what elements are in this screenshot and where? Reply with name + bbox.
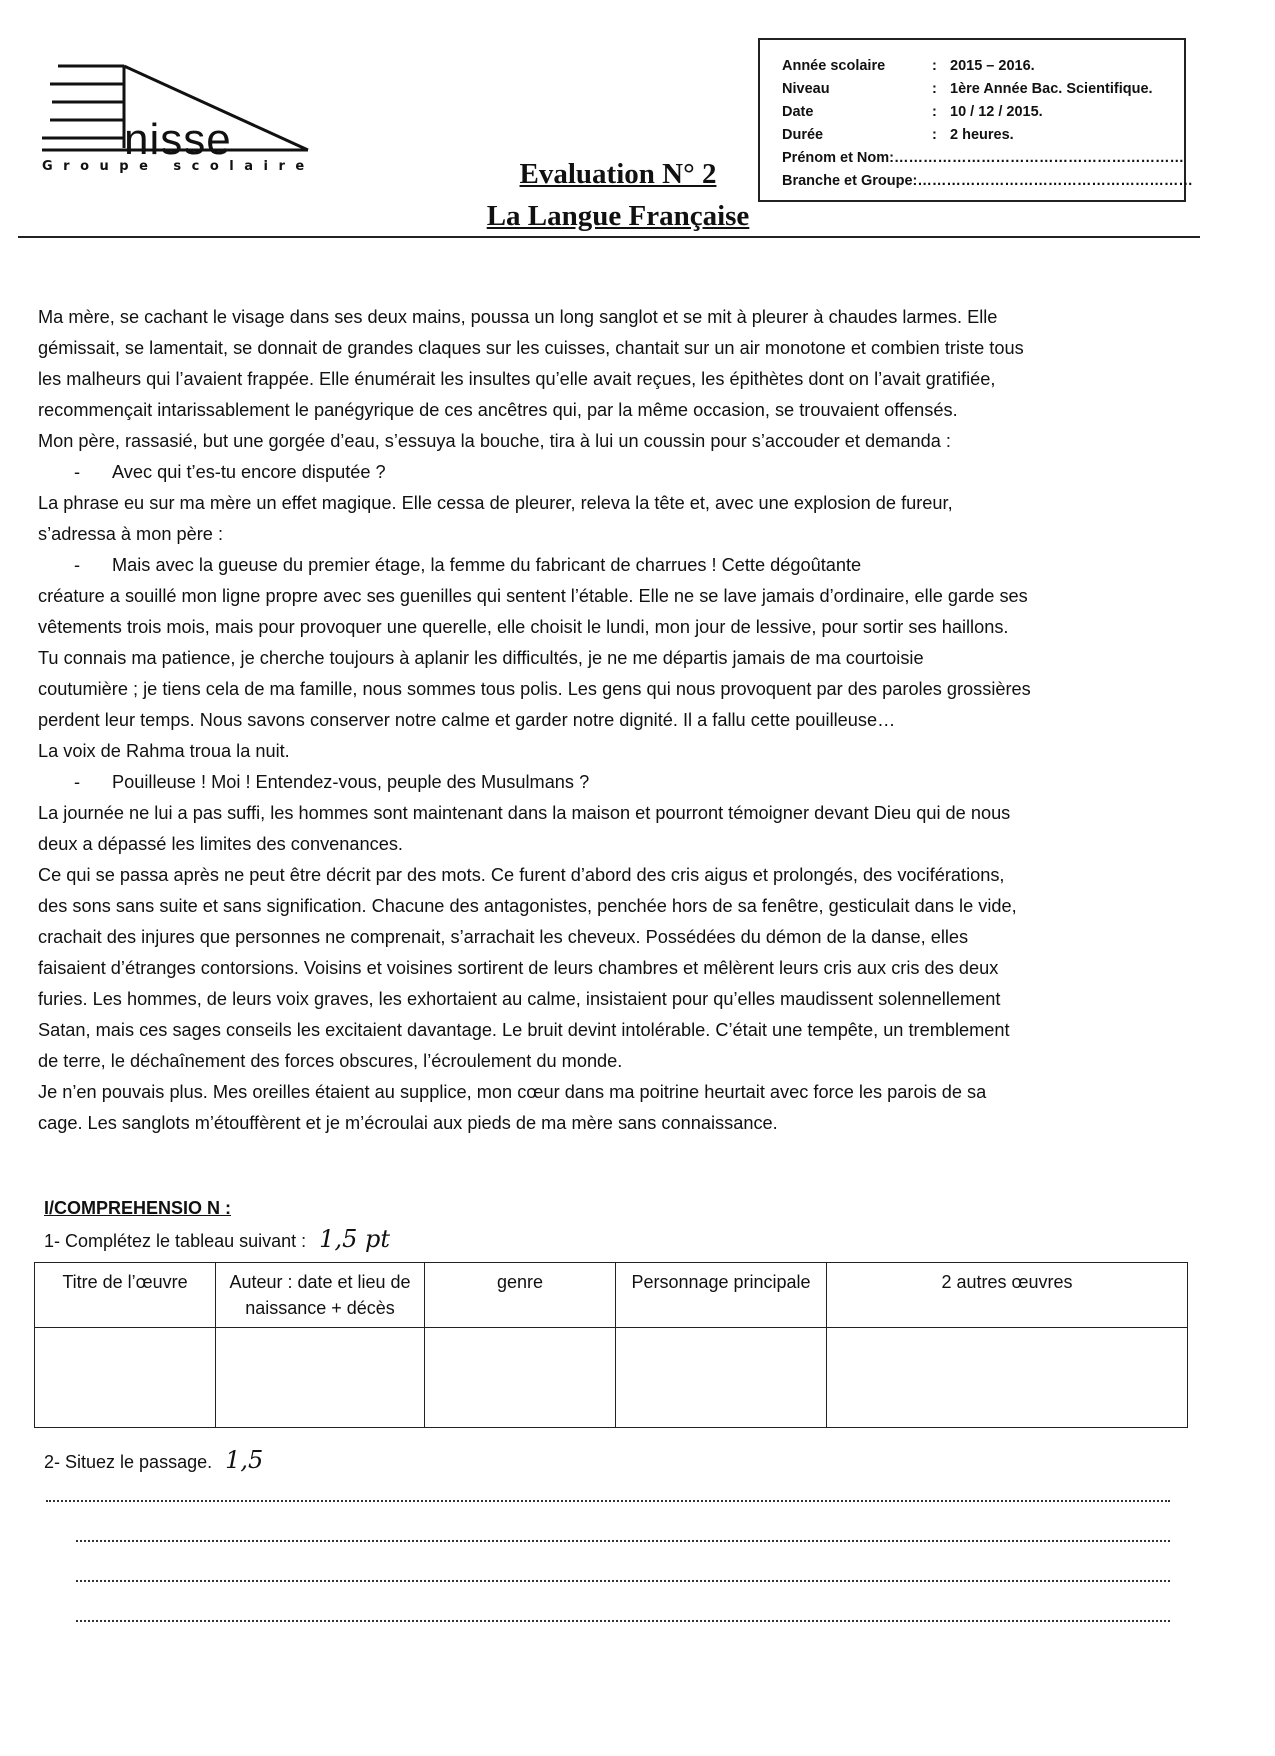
info-label: Date — [782, 103, 814, 120]
passage-line: Ce qui se passa après ne peut être décrit par des mots. Ce furent d’abord des cris aigus et prolongés, des vociférations, — [38, 865, 1005, 885]
dash-bullet: - — [74, 555, 81, 575]
logo-name: nisse — [124, 115, 232, 164]
table-header-row — [35, 1263, 1188, 1328]
dialogue-text: Pouilleuse ! Moi ! Entendez-vous, peuple des Musulmans ? — [112, 772, 590, 792]
answer-table — [34, 1262, 1188, 1428]
passage-line: Satan, mais ces sages conseils les excitaient davantage. Le bruit devint intolérable. C’était une tempête, un tremblement — [38, 1020, 1010, 1040]
passage-line: Je n’en pouvais plus. Mes oreilles étaient au supplice, mon cœur dans ma poitrine heurtait avec force les parois de sa — [38, 1082, 987, 1102]
table-cell-author[interactable] — [216, 1328, 425, 1428]
info-label: Niveau — [782, 80, 830, 97]
name-field[interactable]: …………………………………………………… — [894, 149, 1185, 166]
table-header: genre — [425, 1263, 616, 1328]
table-header: 2 autres œuvres — [827, 1263, 1188, 1328]
passage-line: Ma mère, se cachant le visage dans ses deux mains, poussa un long sanglot et se mit à pleurer à chaudes larmes. Elle — [38, 307, 998, 327]
passage-line: coutumière ; je tiens cela de ma famille, nous sommes tous polis. Les gens qui nous provoquent par des paroles grossières — [38, 679, 1031, 699]
table-cell-other-works[interactable] — [827, 1328, 1188, 1428]
question-1-points: 1,5 pt — [319, 1225, 390, 1253]
passage-line: La phrase eu sur ma mère un effet magique. Elle cessa de pleurer, releva la tête et, avec une explosion de fureur, — [38, 493, 953, 513]
passage-line: gémissait, se lamentait, se donnait de grandes claques sur les cuisses, chantait sur un air monotone et combien triste tous — [38, 338, 1024, 358]
table-header: Titre de l’œuvre — [35, 1263, 216, 1328]
info-row-name[interactable] — [782, 146, 1184, 169]
table-row[interactable] — [35, 1328, 1188, 1428]
passage-dialogue-line — [38, 550, 1198, 581]
info-row-duration — [782, 123, 1184, 146]
info-value: 10 / 12 / 2015. — [950, 103, 1043, 120]
passage-line: cage. Les sanglots m’étouffèrent et je m’écroulai aux pieds de ma mère sans connaissance. — [38, 1113, 778, 1133]
table-cell-title[interactable] — [35, 1328, 216, 1428]
answer-line[interactable] — [76, 1580, 1170, 1582]
info-row-level — [782, 77, 1184, 100]
info-value: 2015 – 2016. — [950, 57, 1035, 74]
passage-line: les malheurs qui l’avaient frappée. Elle énumérait les insultes qu’elle avait reçues, les épithètes dont on l’avait gratifiée, — [38, 369, 996, 389]
table-cell-genre[interactable] — [425, 1328, 616, 1428]
school-logo — [38, 56, 328, 176]
info-value: 2 heures. — [950, 126, 1014, 143]
passage-line: La journée ne lui a pas suffi, les hommes sont maintenant dans la maison et pourront témoigner devant Dieu qui de nous — [38, 803, 1011, 823]
question-2 — [44, 1446, 263, 1474]
page-subtitle: La Langue Française — [486, 200, 750, 232]
page-title: Evaluation N° 2 — [519, 158, 717, 190]
header-divider — [18, 236, 1200, 238]
info-sep: : — [932, 57, 937, 74]
passage-line: perdent leur temps. Nous savons conserver notre calme et garder notre dignité. Il a fallu cette pouilleuse… — [38, 710, 896, 730]
passage-line: s’adressa à mon père : — [38, 524, 224, 544]
info-sep: : — [932, 80, 937, 97]
info-sep: : — [932, 126, 937, 143]
table-cell-character[interactable] — [616, 1328, 827, 1428]
info-row-date — [782, 100, 1184, 123]
passage-line: des sons sans suite et sans signification. Chacune des antagonistes, penchée hors de sa fenêtre, gesticulait dans le vide, — [38, 896, 1017, 916]
dialogue-text: Avec qui t’es-tu encore disputée ? — [112, 462, 386, 482]
info-label: Prénom et Nom — [782, 149, 890, 166]
passage-line: recommençait intarissablement le panégyrique de ces ancêtres qui, par la même occasion, se trouvaient offensés. — [38, 400, 958, 420]
info-label: Durée — [782, 126, 824, 143]
passage-line: créature a souillé mon ligne propre avec ses guenilles qui sentent l’étable. Elle ne se lave jamais d’ordinaire, elle garde ses — [38, 586, 1028, 606]
logo-subtitle: Groupe scolaire — [42, 159, 315, 174]
passage-dialogue-line — [38, 767, 1198, 798]
question-2-points: 1,5 — [225, 1446, 264, 1474]
passage-line: faisaient d’étranges contorsions. Voisins et voisines sortirent de leurs chambres et mêlèrent leurs cris aux cris des deux — [38, 958, 999, 978]
dash-bullet: - — [74, 462, 81, 482]
passage-dialogue-line — [38, 457, 1198, 488]
passage-line: La voix de Rahma troua la nuit. — [38, 741, 290, 761]
info-value: 1ère Année Bac. Scientifique. — [950, 80, 1153, 97]
answer-line[interactable] — [76, 1620, 1170, 1622]
info-box — [758, 38, 1193, 202]
info-label: Année scolaire — [782, 57, 886, 74]
table-header: Auteur : date et lieu de naissance + décès — [216, 1263, 425, 1328]
table-header: Personnage principale — [616, 1263, 827, 1328]
passage-line: de terre, le déchaînement des forces obscures, l’écroulement du monde. — [38, 1051, 623, 1071]
question-1-text: 1- Complétez le tableau suivant : — [44, 1231, 307, 1251]
section-title-comprehension: I/COMPREHENSIO N : — [44, 1198, 232, 1218]
group-field[interactable]: ………………………………………………… — [917, 172, 1193, 189]
passage-line: Mon père, rassasié, but une gorgée d’eau, s’essuya la bouche, tira à lui un coussin pour s’accouder et demanda : — [38, 431, 951, 451]
answer-line[interactable] — [76, 1540, 1170, 1542]
passage-line: furies. Les hommes, de leurs voix graves, les exhortaient au calme, insistaient pour qu’elles maudissent solennellement — [38, 989, 1001, 1009]
passage-line: Tu connais ma patience, je cherche toujours à aplanir les difficultés, je ne me départis jamais de ma courtoisie — [38, 648, 924, 668]
info-sep: : — [889, 149, 895, 166]
dash-bullet: - — [74, 772, 81, 792]
passage-line: deux a dépassé les limites des convenances. — [38, 834, 403, 854]
info-sep: : — [932, 103, 937, 120]
dialogue-text: Mais avec la gueuse du premier étage, la femme du fabricant de charrues ! Cette dégoûtante — [112, 555, 862, 575]
info-sep: : — [912, 172, 918, 189]
question-1 — [44, 1225, 390, 1253]
passage-line: vêtements trois mois, mais pour provoquer une querelle, elle choisit le lundi, mon jour de lessive, pour sortir ses haillons. — [38, 617, 1009, 637]
reading-passage — [38, 302, 1198, 1139]
info-row-group[interactable] — [782, 169, 1193, 192]
question-2-text: 2- Situez le passage. — [44, 1452, 213, 1472]
answer-line[interactable] — [46, 1500, 1170, 1502]
info-row-year — [782, 54, 1184, 77]
passage-line: crachait des injures que personnes ne comprenait, s’arrachait les cheveux. Possédées du démon de la danse, elles — [38, 927, 969, 947]
info-label: Branche et Groupe — [782, 172, 913, 189]
